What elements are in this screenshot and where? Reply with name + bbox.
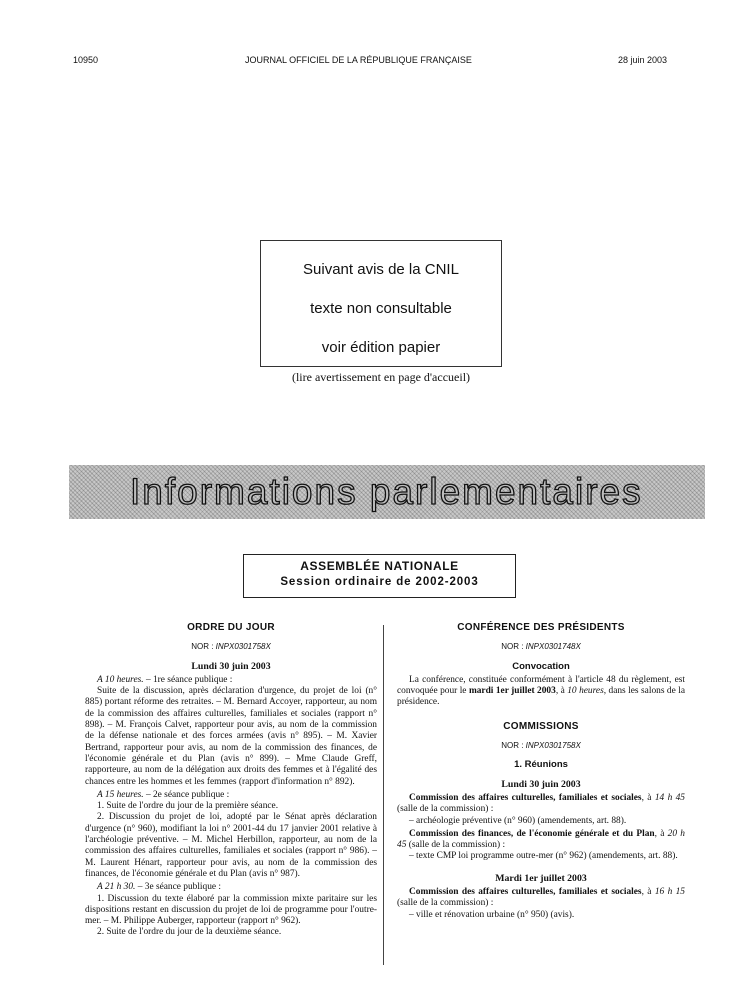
commission-3-room: (salle de la commission) : bbox=[397, 898, 494, 909]
convocation-text bbox=[397, 675, 685, 709]
commission-1-name: Commission des affaires culturelles, familiales et sociales bbox=[409, 792, 642, 803]
session-1-time: A 10 heures. bbox=[97, 674, 144, 685]
commission-3-name: Commission des affaires culturelles, familiales et sociales bbox=[409, 887, 642, 898]
session-1-label: – 1re séance publique : bbox=[143, 674, 233, 685]
convocation-title: Convocation bbox=[512, 660, 570, 672]
session-3-label: – 3e séance publique : bbox=[135, 882, 222, 893]
commission-2 bbox=[397, 829, 685, 852]
convocation-text-c: , à bbox=[555, 686, 568, 697]
commissions-nor-line bbox=[397, 740, 685, 751]
conference-nor-code: INPX0301748X bbox=[525, 642, 581, 652]
session-3-time: A 21 h 30. bbox=[97, 882, 136, 893]
banner-title: Informations parlementaires bbox=[130, 471, 643, 512]
ordre-du-jour-heading: ORDRE DU JOUR bbox=[187, 622, 275, 633]
session-3-item-2: 2. Suite de l'ordre du jour de la deuxième séance. bbox=[97, 927, 282, 938]
commission-2-room: (salle de la commission) : bbox=[406, 840, 506, 851]
reunions-date-2: Mardi 1er juillet 2003 bbox=[495, 872, 587, 884]
commission-3-time: 16 h 15 bbox=[654, 887, 685, 898]
conference-nor-line bbox=[397, 641, 685, 652]
assembly-title: ASSEMBLÉE NATIONALE bbox=[300, 559, 459, 573]
session-2-item-1: 1. Suite de l'ordre du jour de la première séance. bbox=[97, 801, 279, 812]
session-2-title bbox=[85, 790, 377, 801]
commission-1 bbox=[397, 793, 685, 816]
commission-3-sep: , à bbox=[641, 887, 655, 898]
session-2-label: – 2e séance publique : bbox=[143, 789, 230, 800]
header-date: 28 juin 2003 bbox=[618, 55, 668, 65]
commission-1-room: (salle de la commission) : bbox=[397, 804, 494, 815]
commission-2-item: – texte CMP loi programme outre-mer (n° 962) (amendements, art. 88). bbox=[409, 851, 678, 862]
commission-2-name: Commission des finances, de l'économie générale et du Plan bbox=[409, 828, 655, 839]
right-column bbox=[397, 622, 685, 921]
notice-line-4: (lire avertissement en page d'accueil) bbox=[291, 370, 471, 384]
convocation-text-a: La conférence, constituée conformément à l'article 48 du règlement, est convoquée pour le bbox=[397, 674, 685, 697]
column-divider bbox=[383, 625, 384, 965]
journal-title: JOURNAL OFFICIEL DE LA RÉPUBLIQUE FRANÇAISE bbox=[245, 55, 472, 65]
nor-line bbox=[85, 641, 377, 652]
commission-3-item: – ville et rénovation urbaine (n° 950) (avis). bbox=[409, 909, 575, 920]
commission-1-item: – archéologie préventive (n° 960) (amendements, art. 88). bbox=[409, 815, 627, 826]
conference-heading: CONFÉRENCE DES PRÉSIDENTS bbox=[457, 622, 625, 633]
conference-nor-label: NOR : bbox=[501, 642, 524, 652]
convocation-date: mardi 1er juillet 2003 bbox=[468, 686, 556, 697]
commission-2-sep: , à bbox=[654, 828, 668, 839]
session-3-title bbox=[85, 882, 377, 893]
session-1-title bbox=[85, 675, 377, 686]
sitting-date: Lundi 30 juin 2003 bbox=[191, 660, 271, 672]
nor-label: NOR : bbox=[191, 642, 214, 652]
commission-3 bbox=[397, 887, 685, 910]
convocation-time: 10 heures bbox=[567, 686, 604, 697]
nor-code: INPX0301758X bbox=[215, 642, 271, 652]
assembly-box bbox=[243, 554, 516, 598]
convocation-text-e: , dans les salons de la présidence. bbox=[397, 686, 685, 708]
session-2-item-2: 2. Discussion du projet de loi, adopté par le Sénat après déclaration d'urgence (n° 960), modifiant la loi n° 2001-44 du 17 janvier 2001 relative à l'archéologie préventive. – M. Michel Herbillon, rapporteur, au nom de la commission des affaires culturelles, familiales et sociales (rapport n° 986). – M. Laurent Hénart, rapporteur pour avis, au nom de la commission des finances, de l'économie générale et du Plan (avis n° 987). bbox=[85, 812, 377, 879]
commissions-nor-label: NOR : bbox=[501, 741, 524, 751]
notice-line-2: texte non consultable bbox=[310, 300, 452, 317]
left-column bbox=[85, 622, 377, 939]
commission-1-time: 14 h 45 bbox=[654, 792, 685, 803]
commissions-heading: COMMISSIONS bbox=[503, 720, 579, 732]
reunions-title: 1. Réunions bbox=[514, 759, 568, 771]
commission-1-sep: , à bbox=[641, 792, 655, 803]
cnil-notice-box bbox=[260, 240, 502, 384]
commissions-nor-code: INPX0301758X bbox=[525, 741, 581, 751]
session-3-item-1: 1. Discussion du texte élaboré par la commission mixte paritaire sur les dispositions restant en discussion du projet de loi de programme pour l'outre-mer. – M. Philippe Auberger, rapporteur (rapport n° 962). bbox=[85, 893, 377, 927]
assembly-session: Session ordinaire de 2002-2003 bbox=[280, 576, 479, 588]
page-number: 10950 bbox=[73, 55, 99, 65]
session-1-body: Suite de la discussion, après déclaration d'urgence, du projet de loi (n° 885) portant réforme des retraites. – M. Bernard Accoyer, rapporteur, au nom de la commission des affaires culturelles, familiales et sociales (rapport n° 898). – M. François Calvet, rapporteur pour avis, au nom de la commission de la défense nationale et des forces armées (avis n° 895). – M. Xavier Bertrand, rapporteur pour avis, au nom de la commission des finances, de l'économie générale et du Plan (avis n° 899). – Mme Claude Greff, rapporteure, au nom de la délégation aux droits des femmes et à l'égalité des chances entre les hommes et les femmes (rapport d'information n° 892). bbox=[85, 686, 377, 787]
commission-2-time: 20 h 45 bbox=[397, 828, 685, 851]
notice-line-1: Suivant avis de la CNIL bbox=[303, 261, 459, 278]
session-2-time: A 15 heures. bbox=[97, 789, 144, 800]
reunions-date-1: Lundi 30 juin 2003 bbox=[501, 778, 581, 790]
notice-line-3: voir édition papier bbox=[321, 339, 441, 356]
